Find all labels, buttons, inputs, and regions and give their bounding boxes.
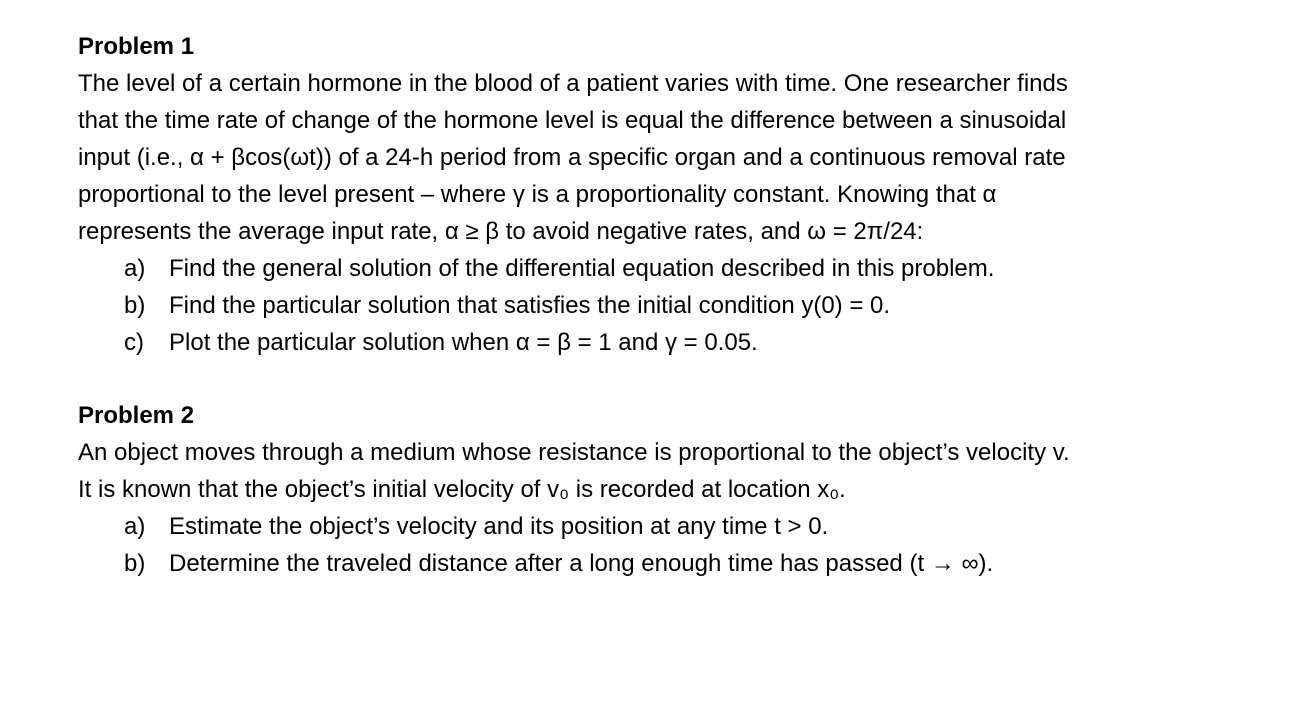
item-text: Estimate the object’s velocity and its position at any time t > 0. — [169, 513, 829, 540]
problem-2-item-a — [78, 508, 1278, 545]
problem-2-title: Problem 2 — [78, 402, 195, 429]
problem-2-line-2: It is known that the object’s initial velocity of v₀ is recorded at location x₀. — [78, 476, 846, 503]
section-spacer — [78, 361, 1278, 397]
problem-1-line-4: proportional to the level present – where γ is a proportionality constant. Knowing that α — [78, 181, 997, 208]
problem-1-item-b — [78, 287, 1278, 324]
document-page — [78, 28, 1278, 582]
problem-1-line-2: that the time rate of change of the hormone level is equal the difference between a sinusoidal — [78, 107, 1067, 134]
item-label: b) — [124, 550, 146, 577]
item-label: a) — [124, 513, 146, 540]
item-text: Determine the traveled distance after a long enough time has passed (t → ∞). — [169, 550, 994, 577]
problem-1-item-c — [78, 324, 1278, 361]
item-label: c) — [124, 329, 144, 356]
problem-1-item-a — [78, 250, 1278, 287]
item-label: a) — [124, 255, 146, 282]
problem-2-line-1: An object moves through a medium whose resistance is proportional to the object’s velocity v. — [78, 439, 1070, 466]
problem-1-line-5: represents the average input rate, α ≥ β to avoid negative rates, and ω = 2π/24: — [78, 218, 924, 245]
problem-1-line-1: The level of a certain hormone in the blood of a patient varies with time. One researcher finds — [78, 70, 1068, 97]
problem-1-line-3: input (i.e., α + βcos(ωt)) of a 24-h period from a specific organ and a continuous removal rate — [78, 144, 1066, 171]
problem-2-item-b — [78, 545, 1278, 582]
problem-1-title: Problem 1 — [78, 33, 195, 60]
item-text: Find the general solution of the differential equation described in this problem. — [169, 255, 995, 282]
item-text: Plot the particular solution when α = β = 1 and γ = 0.05. — [169, 329, 758, 356]
item-label: b) — [124, 292, 146, 319]
item-text: Find the particular solution that satisfies the initial condition y(0) = 0. — [169, 292, 891, 319]
